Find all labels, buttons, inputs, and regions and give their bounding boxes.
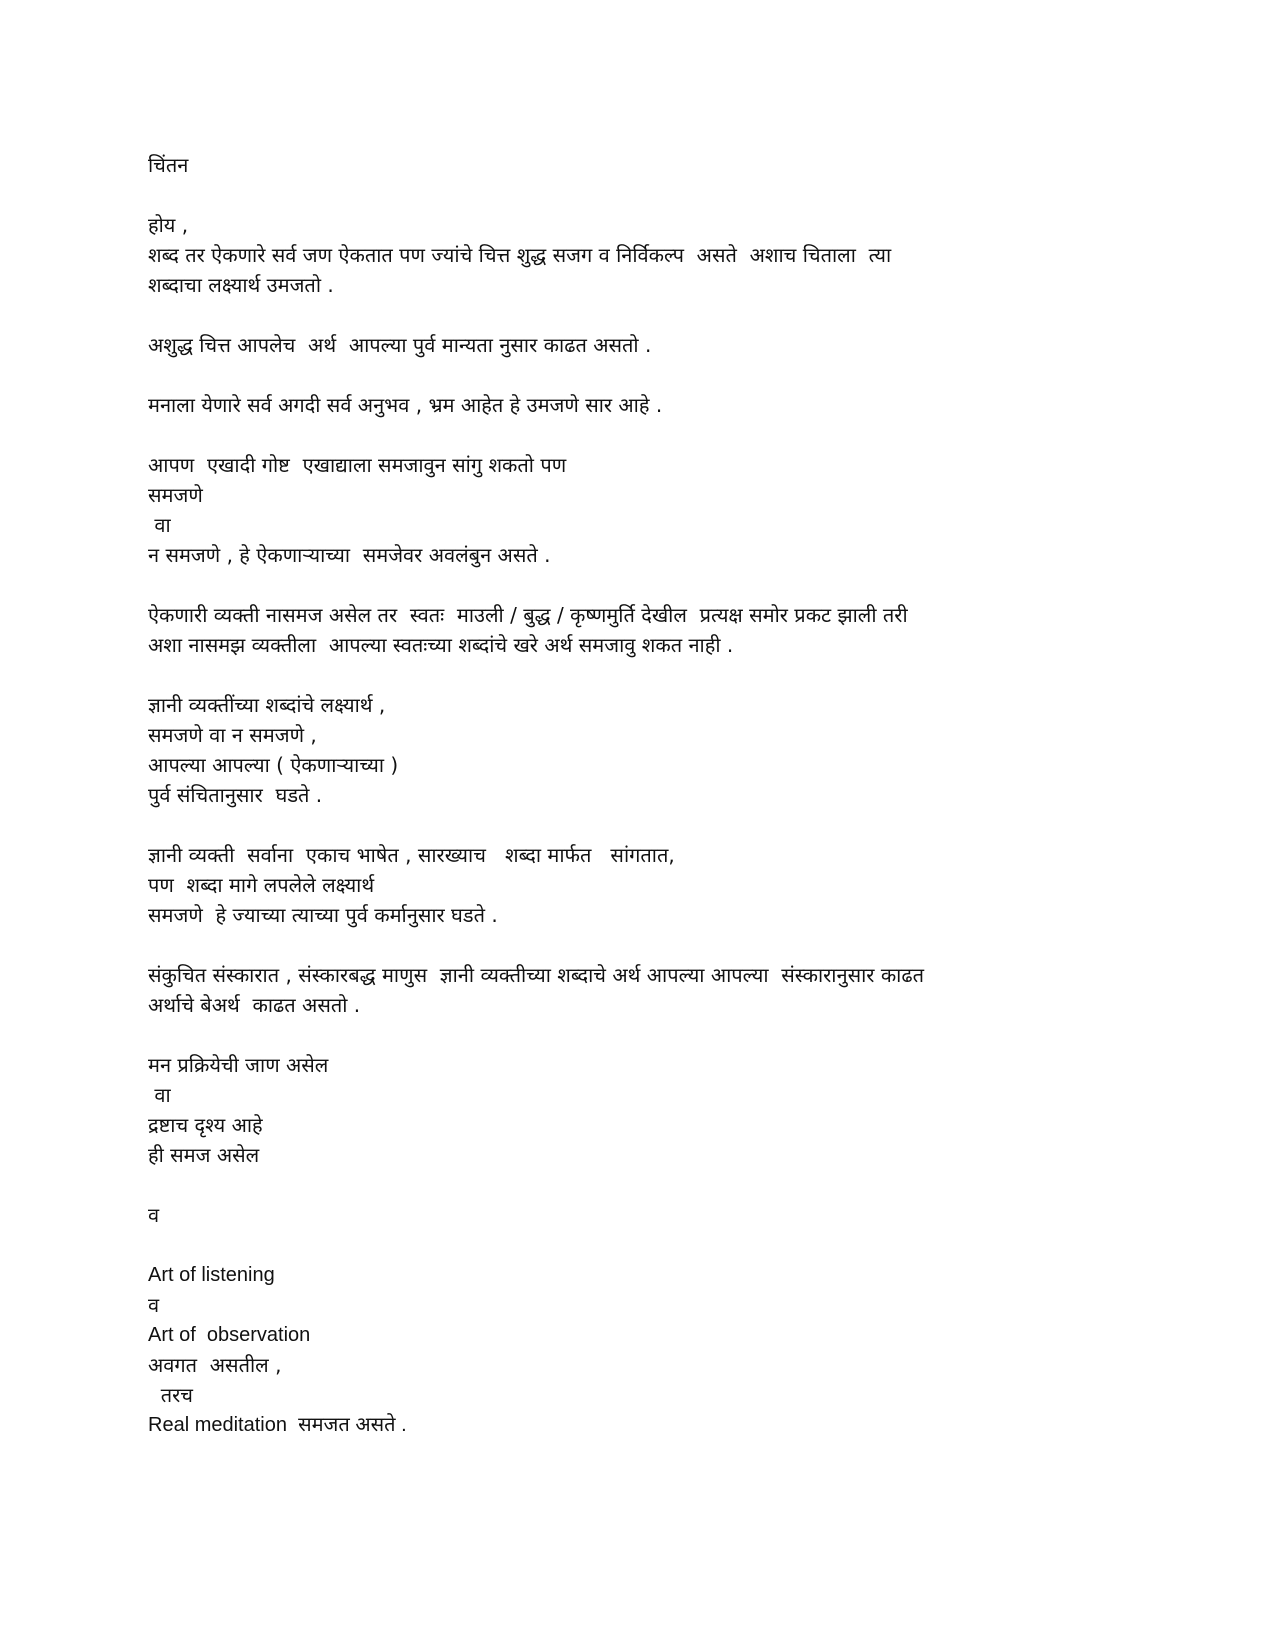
- text-line: ज्ञानी व्यक्तींच्या शब्दांचे लक्ष्यार्थ ,: [148, 693, 386, 717]
- text-line: Real meditation समजत असते .: [148, 1414, 407, 1436]
- blank-line: [148, 660, 1148, 690]
- text-line: संकुचित संस्कारात , संस्कारबद्ध माणुस ज्ञानी व्यक्तीच्या शब्दाचे अर्थ आपल्या आपल्या संस्कारानुसार काढत: [148, 963, 925, 987]
- text-line: Art of observation: [148, 1324, 311, 1346]
- text-line: वा: [148, 513, 171, 537]
- blank-line: [148, 1230, 1148, 1260]
- text-line: शब्द तर ऐकणारे सर्व जण ऐकतात पण ज्यांचे चित्त शुद्ध सजग व निर्विकल्प असते अशाच चिताला त्या: [148, 243, 892, 267]
- blank-line: [148, 1020, 1148, 1050]
- text-line: होय ,: [148, 213, 189, 237]
- document-title: चिंतन: [148, 153, 189, 177]
- text-line: Art of listening: [148, 1264, 275, 1286]
- text-line: तरच: [148, 1383, 193, 1407]
- blank-line: [148, 180, 1148, 210]
- text-line: शब्दाचा लक्ष्यार्थ उमजतो .: [148, 273, 334, 297]
- text-line: अशा नासमझ व्यक्तीला आपल्या स्वतःच्या शब्दांचे खरे अर्थ समजावु शकत नाही .: [148, 633, 734, 657]
- text-line: ही समज असेल: [148, 1143, 260, 1167]
- text-line: ऐकणारी व्यक्ती नासमज असेल तर स्वतः माउली / बुद्ध / कृष्णमुर्ति देखील प्रत्यक्ष समोर प्रकट झाली तरी: [148, 603, 908, 627]
- text-line: मन प्रक्रियेची जाण असेल: [148, 1053, 329, 1077]
- text-line: समजणे हे ज्याच्या त्याच्या पुर्व कर्मानुसार घडते .: [148, 903, 498, 927]
- text-line: अवगत असतील ,: [148, 1353, 282, 1377]
- blank-line: [148, 360, 1148, 390]
- text-line: व: [148, 1293, 160, 1317]
- document-lines: [148, 180, 1148, 1440]
- text-line: आपल्या आपल्या ( ऐकणाऱ्याच्या ): [148, 753, 399, 777]
- text-line: न समजणे , हे ऐकणाऱ्याच्या समजेवर अवलंबुन असते .: [148, 543, 551, 567]
- text-line: पुर्व संचितानुसार घडते .: [148, 783, 323, 807]
- text-line: ज्ञानी व्यक्ती सर्वाना एकाच भाषेत , सारख्याच शब्दा मार्फत सांगतात,: [148, 843, 675, 867]
- text-line: मनाला येणारे सर्व अगदी सर्व अनुभव , भ्रम आहेत हे उमजणे सार आहे .: [148, 393, 663, 417]
- blank-line: [148, 420, 1148, 450]
- text-line: व: [148, 1203, 160, 1227]
- blank-line: [148, 930, 1148, 960]
- blank-line: [148, 570, 1148, 600]
- text-line: समजणे वा न समजणे ,: [148, 723, 317, 747]
- text-line: समजणे: [148, 483, 203, 507]
- blank-line: [148, 810, 1148, 840]
- blank-line: [148, 1170, 1148, 1200]
- text-line: अर्थाचे बेअर्थ काढत असतो .: [148, 993, 361, 1017]
- text-line: वा: [148, 1083, 171, 1107]
- text-line: आपण एखादी गोष्ट एखाद्याला समजावुन सांगु शकतो पण: [148, 453, 567, 477]
- text-line: द्रष्टाच दृश्य आहे: [148, 1113, 263, 1137]
- document-body: [148, 150, 1148, 1440]
- text-line: पण शब्दा मागे लपलेले लक्ष्यार्थ: [148, 873, 375, 897]
- blank-line: [148, 300, 1148, 330]
- text-line: अशुद्ध चित्त आपलेच अर्थ आपल्या पुर्व मान्यता नुसार काढत असतो .: [148, 333, 652, 357]
